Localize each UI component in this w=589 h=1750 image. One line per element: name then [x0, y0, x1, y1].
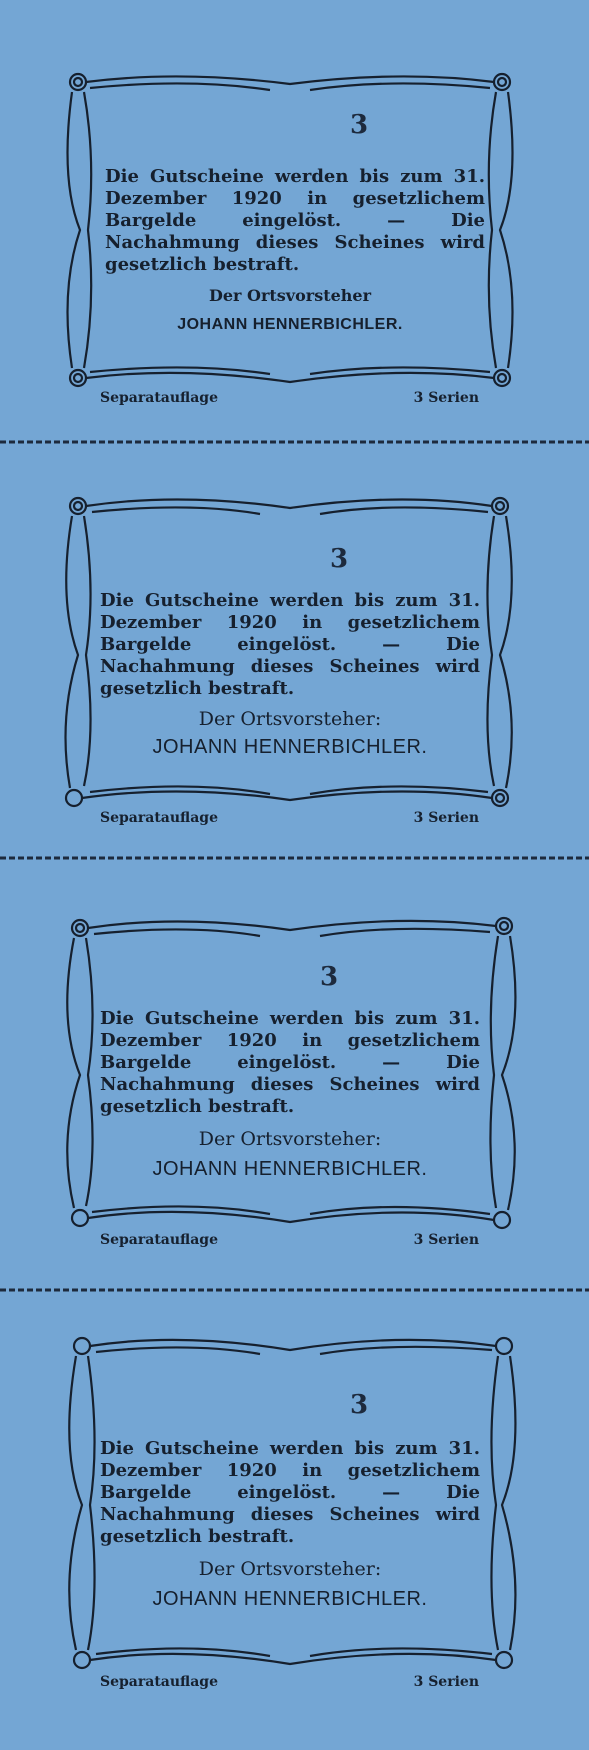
footer-edition: Separatauflage: [100, 810, 218, 826]
signer-title: Der Ortsvorsteher:: [198, 708, 382, 730]
footer-edition: Separatauflage: [100, 390, 218, 406]
perforation-line: [0, 854, 589, 862]
footer-edition: Separatauflage: [100, 1232, 218, 1248]
footer-series: 3 Serien: [413, 1674, 479, 1690]
voucher-note-1: [0, 60, 589, 490]
perforation-line: [0, 1286, 589, 1294]
signer-title: Der Ortsvorsteher: [208, 286, 372, 305]
series-number: 3: [350, 1390, 369, 1420]
voucher-note-4: [0, 1320, 589, 1750]
voucher-note-3: [0, 900, 589, 1330]
footer-series: 3 Serien: [413, 1232, 479, 1248]
redemption-text: Die Gutscheine werden bis zum 31. Dezember 1920 in gesetzlichem Bargelde eingelöst. — Die Nachahmung dieses Scheines wird gesetzlich bestraft.: [100, 1438, 480, 1547]
redemption-text: Die Gutscheine werden bis zum 31. Dezember 1920 in gesetzlichem Bargelde eingelöst. — Die Nachahmung dieses Scheines wird gesetzlich bestraft.: [105, 166, 485, 275]
signer-name: JOHANN HENNERBICHLER.: [177, 316, 403, 333]
footer-series: 3 Serien: [413, 390, 479, 406]
series-number: 3: [330, 544, 349, 574]
perforation-line: [0, 438, 589, 446]
redemption-text: Die Gutscheine werden bis zum 31. Dezember 1920 in gesetzlichem Bargelde eingelöst. — Die Nachahmung dieses Scheines wird gesetzlich bestraft.: [100, 1008, 480, 1117]
signer-name: JOHANN HENNERBICHLER.: [152, 736, 428, 758]
signer-title: Der Ortsvorsteher:: [198, 1128, 382, 1150]
footer-series: 3 Serien: [413, 810, 479, 826]
signer-name: JOHANN HENNERBICHLER.: [152, 1158, 428, 1180]
voucher-note-2: [0, 480, 589, 910]
signer-name: JOHANN HENNERBICHLER.: [152, 1588, 428, 1610]
footer-edition: Separatauflage: [100, 1674, 218, 1690]
series-number: 3: [350, 110, 369, 140]
redemption-text: Die Gutscheine werden bis zum 31. Dezember 1920 in gesetzlichem Bargelde eingelöst. — Die Nachahmung dieses Scheines wird gesetzlich bestraft.: [100, 590, 480, 699]
series-number: 3: [320, 962, 339, 992]
signer-title: Der Ortsvorsteher:: [198, 1558, 382, 1580]
